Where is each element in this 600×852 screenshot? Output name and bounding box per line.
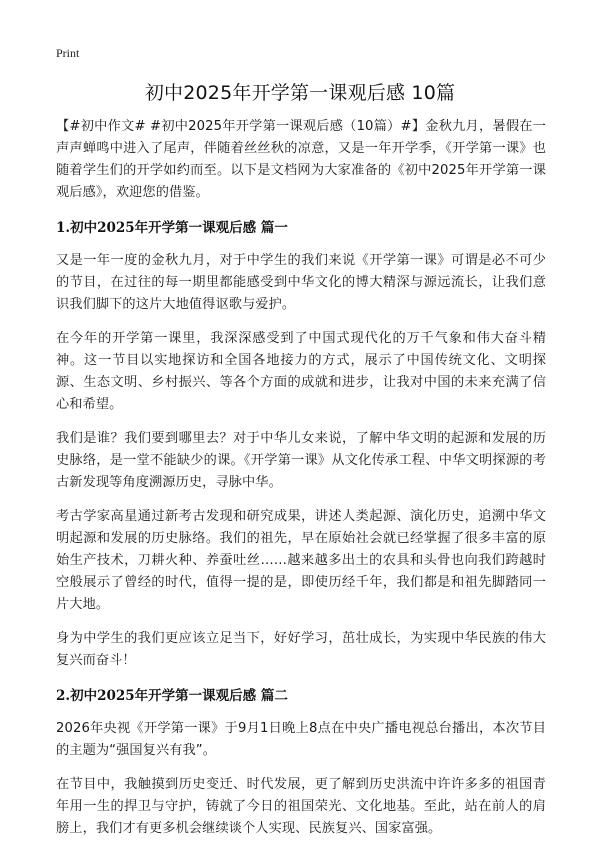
section-1-paragraph-2: 在今年的开学第一课里，我深深感受到了中国式现代化的万千气象和伟大奋斗精神。这一节目以实地探访和全国各地接力的方式，展示了中国传统文化、文明探源、生态文明、乡村振兴、等各个方面的成就和进步，让我对中国的未来充满了信心和希望。 [56, 331, 546, 412]
section-1-paragraph-4: 考古学家高星通过新考古发现和研究成果，讲述人类起源、演化历史，追溯中华文明起源和发展的历史脉络。我们的祖先，早在原始社会就已经掌握了很多丰富的原始生产技术，刀耕火种、养蚕吐丝……越来越多出土的农具和头骨也向我们跨越时空般展示了曾经的时代，值得一提的是，即使历经千年，我们都是和祖先脚踏同一片大地。 [56, 509, 546, 612]
print-link[interactable]: Print [56, 46, 80, 60]
section-heading-1: 1.初中2025年开学第一课观后感 篇一 [56, 220, 288, 236]
section-2-paragraph-2: 在节目中，我触摸到历史变迁、时代发展，更了解到历史洪流中许许多多的祖国青年用一生的捍卫与守护，铸就了今日的祖国荣光、文化地基。至此，站在前人的肩膀上，我们才有更多机会继续谈个人实现、民族复兴、国家富强。 [56, 777, 546, 836]
article-body [56, 116, 546, 852]
page-title: 初中2025年开学第一课观后感 10篇 [144, 82, 456, 104]
section-2-paragraph-1: 2026年央视《开学第一课》于9月1日晚上8点在中央广播电视总台播出，本次节目的主题为“强国复兴有我”。 [56, 721, 546, 758]
section-1-paragraph-1: 又是一年一度的金秋九月，对于中学生的我们来说《开学第一课》可谓是必不可少的节目，在过往的每一期里都能感受到中华文化的博大精深与源远流长，让我们意识我们脚下的这片大地值得讴歌与爱护。 [56, 253, 546, 312]
intro-paragraph: 【#初中作文# #初中2025年开学第一课观后感（10篇）#】金秋九月，暑假在一声声蝉鸣中进入了尾声，伴随着丝丝秋的凉意，又是一年开学季，《开学第一课》也随着学生们的开学如约而至。以下是文档网为大家准备的《初中2025年开学第一课观后感》，欢迎您的借鉴。 [56, 119, 546, 200]
section-1-paragraph-5: 身为中学生的我们更应该立足当下，好好学习，茁壮成长，为实现中华民族的伟大复兴而奋斗！ [56, 631, 546, 668]
section-heading-2: 2.初中2025年开学第一课观后感 篇二 [56, 688, 288, 704]
section-1-paragraph-3: 我们是谁？我们要到哪里去？对于中华儿女来说，了解中华文明的起源和发展的历史脉络，是一堂不能缺少的课。《开学第一课》从文化传承工程、中华文明探源的考古新发现等角度溯源历史，寻脉中华。 [56, 431, 546, 490]
